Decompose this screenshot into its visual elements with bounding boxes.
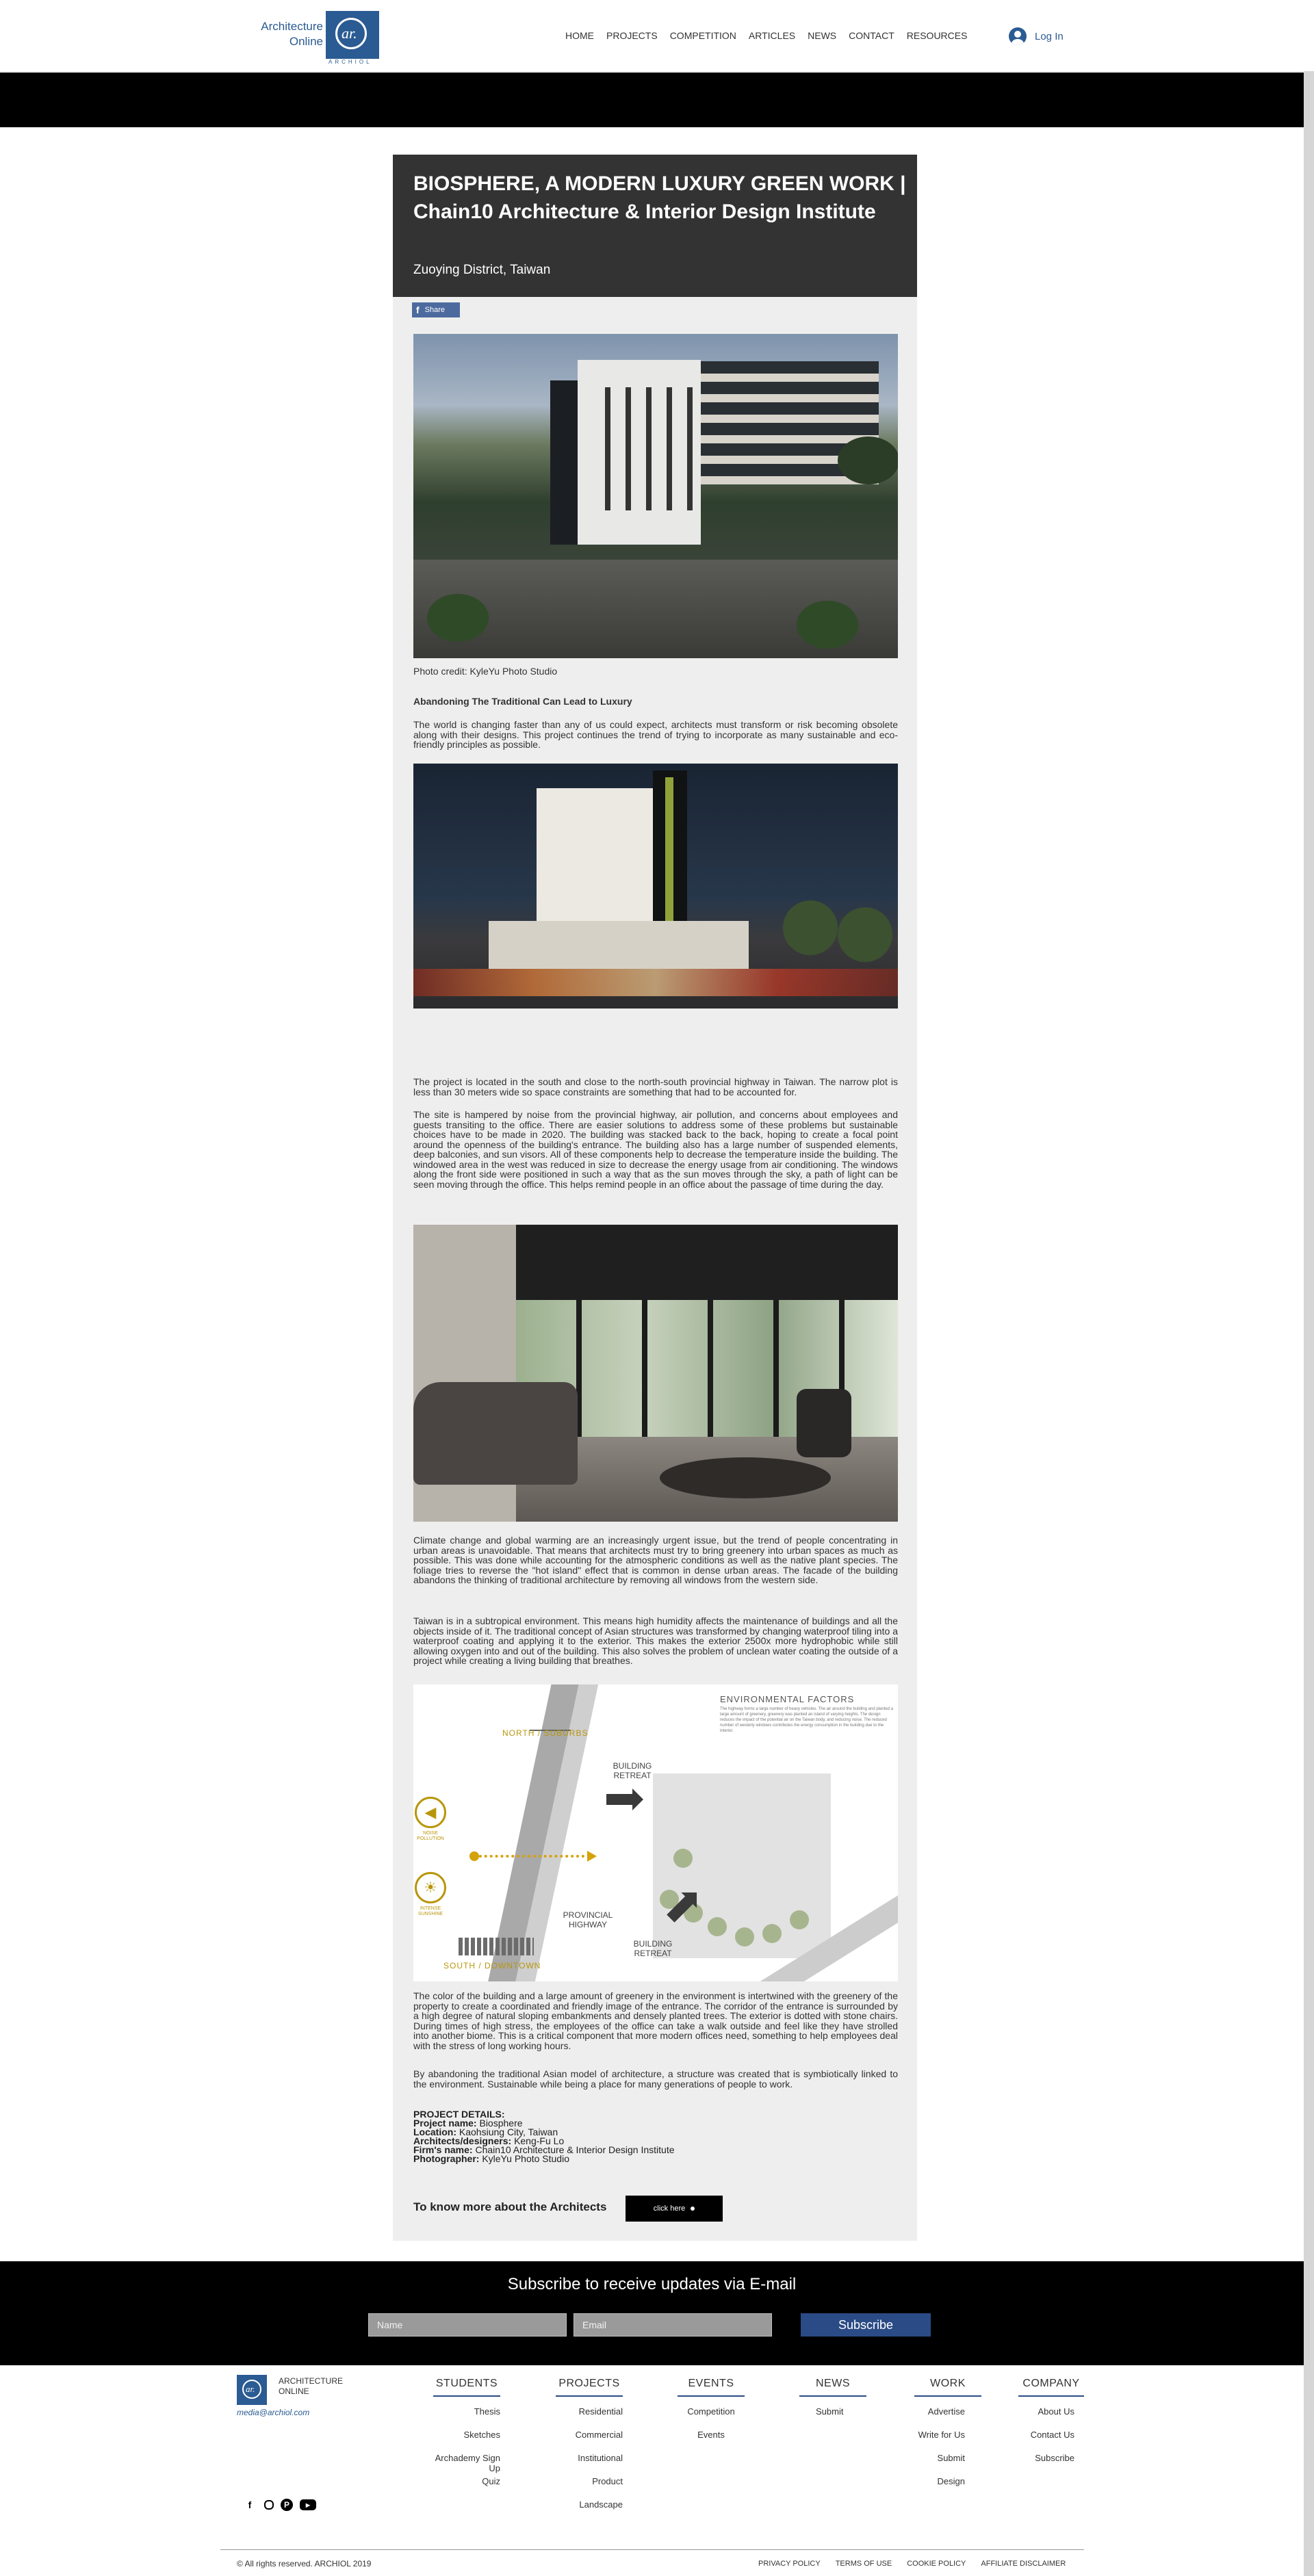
footer-link-thesis[interactable]: Thesis — [474, 2406, 500, 2417]
footer-col-company — [1018, 2378, 1084, 2476]
footer-col-heading: PROJECTS — [556, 2378, 623, 2397]
site-header — [0, 0, 1314, 72]
name-input[interactable] — [368, 2313, 567, 2337]
login-label: Log In — [1035, 30, 1064, 42]
footer-link-archademy[interactable]: Archademy Sign Up — [435, 2453, 500, 2473]
youtube-icon[interactable]: ▶ — [300, 2499, 316, 2510]
cookie-policy-link[interactable]: COOKIE POLICY — [907, 2560, 966, 2568]
paragraph-1: The world is changing faster than any of us could expect, architects must transform or risk becoming obsolete along with their designs. This project continues the trend of trying to incorporate as many sustainable and eco-friendly principles as possible. — [413, 719, 898, 750]
details-photographer-value: KyleYu Photo Studio — [482, 2153, 569, 2164]
footer-link-news-submit[interactable]: Submit — [816, 2406, 844, 2417]
nav-news[interactable]: NEWS — [808, 30, 837, 41]
email-input[interactable] — [574, 2313, 772, 2337]
footer-col-projects — [556, 2378, 623, 2523]
footer-link-subscribe[interactable]: Subscribe — [1035, 2453, 1074, 2463]
footer-link-sketches[interactable]: Sketches — [463, 2430, 500, 2440]
photo-exterior-day[interactable] — [413, 334, 898, 658]
footer-link-commercial[interactable]: Commercial — [575, 2430, 623, 2440]
noise-arrow — [474, 1855, 590, 1858]
retreat-arrow-icon — [606, 1794, 634, 1805]
nav-home[interactable]: HOME — [565, 30, 594, 41]
details-photographer-label: Photographer: — [413, 2153, 480, 2164]
details-project-label: Project name: — [413, 2118, 477, 2129]
details-project-value: Biosphere — [479, 2118, 523, 2129]
footer-col-work — [914, 2378, 981, 2499]
more-about-architects: To know more about the Architects — [413, 2200, 607, 2213]
title-box — [393, 155, 917, 297]
skyline-icon — [459, 1938, 534, 1955]
social-links — [242, 2497, 316, 2512]
paragraph-4: Climate change and global warming are an increasingly urgent issue, but the trend of people concentrating in urban areas is unavoidable. That means that architects must try to bring greenery into urban spaces as much as possible. This was done while accounting for the atmospheric conditions as well as the native plant species. The foliage tries to reverse the "hot island" effect that is common in dense urban areas. The facade of the building abandons the thinking of traditional architecture by removing all windows from the western side. — [413, 1535, 898, 1585]
footer-link-residential[interactable]: Residential — [578, 2406, 623, 2417]
login-button[interactable] — [1009, 27, 1064, 45]
photo-credit: Photo credit: KyleYu Photo Studio — [413, 666, 558, 677]
dot-icon — [691, 2207, 695, 2211]
paragraph-7: By abandoning the traditional Asian model of architecture, a structure was created that is symbiotically linked to the environment. Sustainable while being a place for many generations of people to work. — [413, 2068, 898, 2090]
footer-brand-line-2: ONLINE — [279, 2386, 309, 2396]
footer-link-institutional[interactable]: Institutional — [578, 2453, 623, 2463]
label-sun: INTENSE SUNSHINE — [417, 1906, 443, 1916]
footer-link-product[interactable]: Product — [592, 2476, 623, 2486]
main-nav — [565, 30, 967, 41]
details-firm-label: Firm's name: — [413, 2144, 473, 2155]
logo-text[interactable] — [253, 19, 323, 49]
footer-link-contact-us[interactable]: Contact Us — [1030, 2430, 1074, 2440]
logo-line-2: Online — [289, 35, 323, 48]
footer-logo-mark: ar. — [246, 2384, 255, 2394]
footer-col-students — [433, 2378, 500, 2499]
diagram-title: ENVIRONMENTAL FACTORS — [720, 1694, 855, 1704]
paragraph-2: The project is located in the south and close to the north-south provincial highway in Taiwan. The narrow plot is less than 30 meters wide so space constraints are something that had to be accounted for. — [413, 1076, 898, 1097]
subscribe-section — [0, 2261, 1304, 2365]
affiliate-disclaimer-link[interactable]: AFFILIATE DISCLAIMER — [981, 2560, 1066, 2568]
facebook-icon: f — [416, 304, 420, 315]
footer-link-write-for-us[interactable]: Write for Us — [918, 2430, 965, 2440]
footer-link-advertise[interactable]: Advertise — [927, 2406, 965, 2417]
footer-col-heading: WORK — [914, 2378, 981, 2397]
subscribe-button[interactable]: Subscribe — [801, 2313, 931, 2337]
label-building-retreat-bottom: BUILDING RETREAT — [633, 1939, 673, 1958]
details-heading: PROJECT DETAILS: — [413, 2109, 505, 2120]
footer-link-design[interactable]: Design — [937, 2476, 965, 2486]
footer-brand — [279, 2376, 343, 2397]
details-architects-value: Keng-Fu Lo — [514, 2135, 565, 2146]
click-here-label: click here — [653, 2204, 686, 2213]
footer-divider — [220, 2549, 1084, 2550]
label-building-retreat-top: BUILDING RETREAT — [613, 1761, 652, 1780]
facebook-share-button[interactable] — [412, 302, 460, 317]
footer-link-competition[interactable]: Competition — [687, 2406, 735, 2417]
footer-link-landscape[interactable]: Landscape — [579, 2499, 623, 2510]
label-highway: PROVINCIAL HIGHWAY — [563, 1910, 613, 1929]
paragraph-3: The site is hampered by noise from the provincial highway, air pollution, and concerns about employees and guests transiting to the office. There are easier solutions to address some of these problems but sustainable choices have to be made in 2020. The building was stacked back to the back, hoping to create a focal point around the openness of the building's entrance. The building also has a large number of suspended elements, deep balconies, and sun visors. All of these components help to decrease the temperature inside the building. The windowed area in the west was reduced in size to decrease the energy usage from air conditioning. The windows along the front side were positioned in such a way that as the sun moves through the sky, a path of light can be seen moving through the office. This helps remind people in an office about the passage of time during the day. — [413, 1109, 898, 1190]
footer-col-heading: STUDENTS — [433, 2378, 500, 2397]
logo-subtitle: ARCHIOL — [328, 59, 372, 65]
instagram-icon[interactable] — [264, 2500, 274, 2510]
footer-col-events — [678, 2378, 745, 2453]
details-architects-label: Architects/designers: — [413, 2135, 512, 2146]
copyright: © All rights reserved. ARCHIOL 2019 — [237, 2559, 372, 2568]
photo-interior[interactable] — [413, 1225, 898, 1522]
article-location: Zuoying District, Taiwan — [413, 263, 551, 277]
article-card — [393, 155, 917, 2241]
facebook-icon[interactable]: f — [248, 2499, 252, 2510]
footer-col-news — [799, 2378, 866, 2430]
footer-brand-line-1: ARCHITECTURE — [279, 2376, 344, 2386]
footer-link-about-us[interactable]: About Us — [1038, 2406, 1074, 2417]
terms-of-use-link[interactable]: TERMS OF USE — [835, 2560, 892, 2568]
footer-link-quiz[interactable]: Quiz — [482, 2476, 500, 2486]
site-footer — [0, 2365, 1304, 2576]
project-details — [413, 2110, 898, 2163]
user-avatar-icon — [1009, 27, 1027, 45]
details-firm-value: Chain10 Architecture & Interior Design Institute — [475, 2144, 675, 2155]
footer-col-heading: NEWS — [799, 2378, 866, 2397]
details-location-label: Location: — [413, 2126, 456, 2137]
nav-articles[interactable]: ARTICLES — [748, 30, 796, 41]
environmental-factors-diagram[interactable] — [413, 1684, 898, 1981]
hill-icon — [530, 1702, 571, 1731]
logo-line-1: Architecture — [261, 20, 323, 33]
photo-exterior-night[interactable] — [413, 764, 898, 1009]
label-noise: NOISE POLLUTION — [417, 1831, 444, 1841]
label-north: NORTH / SUBURBS — [502, 1728, 589, 1738]
sun-icon: ☀ — [415, 1872, 446, 1903]
privacy-policy-link[interactable]: PRIVACY POLICY — [758, 2560, 821, 2568]
logo-mark-text: ar. — [342, 25, 357, 42]
black-banner — [0, 73, 1304, 127]
label-south: SOUTH / DOWNTOWN — [443, 1961, 541, 1970]
footer-email[interactable]: media@archiol.com — [237, 2408, 310, 2417]
details-location-value: Kaohsiung City, Taiwan — [459, 2126, 558, 2137]
noise-icon: ◀ — [415, 1797, 446, 1828]
logo-mark[interactable] — [326, 11, 379, 59]
legal-links — [758, 2560, 1066, 2568]
article-title: BIOSPHERE, A MODERN LUXURY GREEN WORK | Chain10 Architecture & Interior Design Institute — [413, 172, 906, 223]
diagram-body: The highway forms a large number of heavy vehicles. The air around the building and planted a large amount of greenery, greenery was planted an island of varying heights. The design reduces the impact of the potential air on the Taiwan body, and reducing noise. The reduced number of westerly windows contributes the energy consumption in the building due to the interior. — [720, 1707, 894, 1733]
footer-logo[interactable] — [237, 2375, 267, 2405]
footer-link-work-submit[interactable]: Submit — [937, 2453, 965, 2463]
page-scrollbar[interactable] — [1304, 71, 1314, 2576]
click-here-button[interactable] — [626, 2196, 723, 2222]
nav-contact[interactable]: CONTACT — [849, 30, 894, 41]
share-label: Share — [424, 306, 446, 314]
section-subheading: Abandoning The Traditional Can Lead to Luxury — [413, 696, 632, 707]
nav-resources[interactable]: RESOURCES — [906, 30, 968, 41]
nav-projects[interactable]: PROJECTS — [606, 30, 658, 41]
nav-competition[interactable]: COMPETITION — [669, 30, 736, 41]
paragraph-6: The color of the building and a large amount of greenery in the environment is intertwined with the greenery of the property to create a coordinated and friendly image of the entrance. The corridor of the entrance is surrounded by a high degree of natural sloping embankments and densely planted trees. The exterior is dotted with stone chairs. During times of high stress, the employees of the office can take a walk outside and feel like they have strolled into another biome. This is a critical component that more modern offices need, something to help employees deal with the stress of long working hours. — [413, 1990, 898, 2051]
subscribe-title: Subscribe to receive updates via E-mail — [507, 2275, 797, 2293]
paragraph-5: Taiwan is in a subtropical environment. This means high humidity affects the maintenance of buildings and all the objects inside of it. The traditional concept of Asian structures was transformed by changing waterproof tiling into a waterproof coating and applying it to the exterior. This makes the exterior 2500x more hydrophobic while still allowing oxygen into and out of the building. This also solves the problem of unclean water coating the outside of a project while creating a living building that breathes. — [413, 1615, 898, 1666]
footer-col-heading: COMPANY — [1018, 2378, 1084, 2397]
footer-col-heading: EVENTS — [678, 2378, 745, 2397]
pinterest-icon[interactable]: P — [281, 2499, 293, 2511]
footer-link-events[interactable]: Events — [697, 2430, 725, 2440]
